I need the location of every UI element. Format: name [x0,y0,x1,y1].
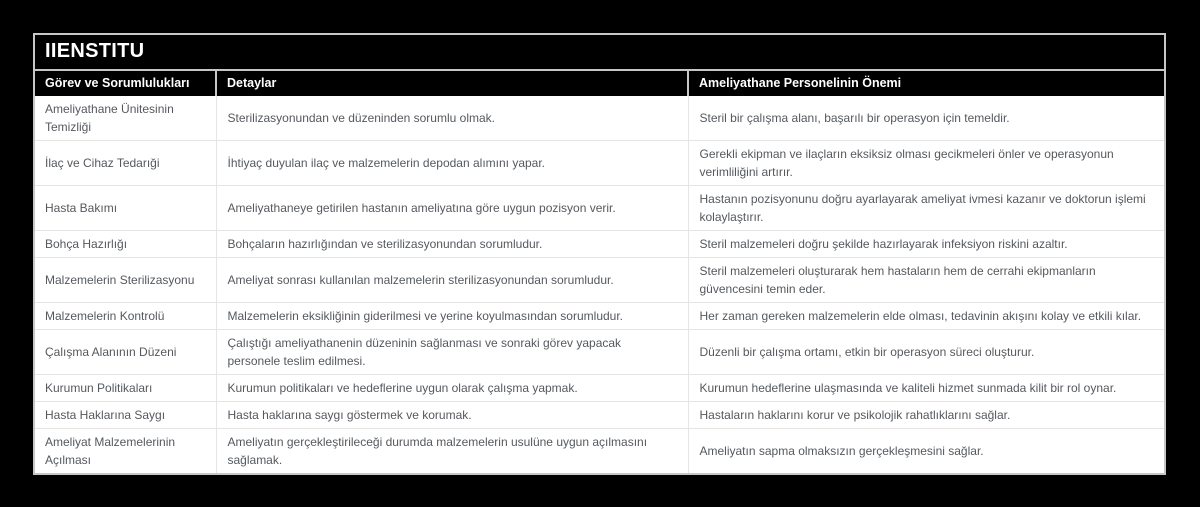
cell-details: Ameliyathaneye getirilen hastanın ameliyatına göre uygun pozisyon verir. [216,186,688,231]
table-header-row [35,71,1164,96]
cell-task: Hasta Haklarına Saygı [35,402,216,429]
brand-title: IIENSTITU [35,35,1164,71]
cell-details: Malzemelerin eksikliğinin giderilmesi ve yerine koyulmasından sorumludur. [216,303,688,330]
cell-details: Ameliyatın gerçekleştirileceği durumda malzemelerin usulüne uygun açılmasını sağlamak. [216,429,688,474]
table-row [35,186,1164,231]
content-card [33,33,1166,475]
table-row [35,375,1164,402]
cell-details: Sterilizasyonundan ve düzeninden sorumlu olmak. [216,96,688,141]
table-row [35,231,1164,258]
cell-importance: Ameliyatın sapma olmaksızın gerçekleşmesini sağlar. [688,429,1164,474]
table-row [35,96,1164,141]
cell-importance: Steril bir çalışma alanı, başarılı bir operasyon için temeldir. [688,96,1164,141]
cell-importance: Düzenli bir çalışma ortamı, etkin bir operasyon süreci oluşturur. [688,330,1164,375]
cell-task: İlaç ve Cihaz Tedarıği [35,141,216,186]
table-row [35,141,1164,186]
table-row [35,429,1164,474]
cell-importance: Her zaman gereken malzemelerin elde olması, tedavinin akışını kolay ve etkili kılar. [688,303,1164,330]
cell-importance: Steril malzemeleri doğru şekilde hazırlayarak infeksiyon riskini azaltır. [688,231,1164,258]
cell-task: Çalışma Alanının Düzeni [35,330,216,375]
header-detaylar: Detaylar [216,71,688,96]
cell-task: Kurumun Politikaları [35,375,216,402]
cell-task: Malzemelerin Sterilizasyonu [35,258,216,303]
table-row [35,303,1164,330]
cell-details: Çalıştığı ameliyathanenin düzeninin sağlanması ve sonraki görev yapacak personele teslim edilmesi. [216,330,688,375]
cell-importance: Steril malzemeleri oluşturarak hem hastaların hem de cerrahi ekipmanların güvencesini temin eder. [688,258,1164,303]
cell-task: Bohça Hazırlığı [35,231,216,258]
cell-importance: Gerekli ekipman ve ilaçların eksiksiz olması gecikmeleri önler ve operasyonun verimliliğini artırır. [688,141,1164,186]
cell-task: Malzemelerin Kontrolü [35,303,216,330]
cell-details: Kurumun politikaları ve hedeflerine uygun olarak çalışma yapmak. [216,375,688,402]
cell-importance: Hastaların haklarını korur ve psikolojik rahatlıklarını sağlar. [688,402,1164,429]
cell-details: Bohçaların hazırlığından ve sterilizasyonundan sorumludur. [216,231,688,258]
cell-details: Hasta haklarına saygı göstermek ve korumak. [216,402,688,429]
table-row [35,330,1164,375]
table-body [35,96,1164,473]
table-header [35,71,1164,96]
cell-task: Ameliyat Malzemelerinin Açılması [35,429,216,474]
cell-task: Ameliyathane Ünitesinin Temizliği [45,102,174,134]
header-gorev: Görev ve Sorumlulukları [35,71,216,96]
header-onemi: Ameliyathane Personelinin Önemi [688,71,1164,96]
table-row [35,402,1164,429]
table-row [35,258,1164,303]
cell-details: Ameliyat sonrası kullanılan malzemelerin sterilizasyonundan sorumludur. [216,258,688,303]
cell-importance: Hastanın pozisyonunu doğru ayarlayarak ameliyat ivmesi kazanır ve doktorun işlemi kolaylaştırır. [688,186,1164,231]
cell-importance: Kurumun hedeflerine ulaşmasında ve kaliteli hizmet sunmada kilit bir rol oynar. [688,375,1164,402]
cell-task: Hasta Bakımı [35,186,216,231]
cell-details: İhtiyaç duyulan ilaç ve malzemelerin depodan alımını yapar. [216,141,688,186]
duties-table [35,71,1164,473]
